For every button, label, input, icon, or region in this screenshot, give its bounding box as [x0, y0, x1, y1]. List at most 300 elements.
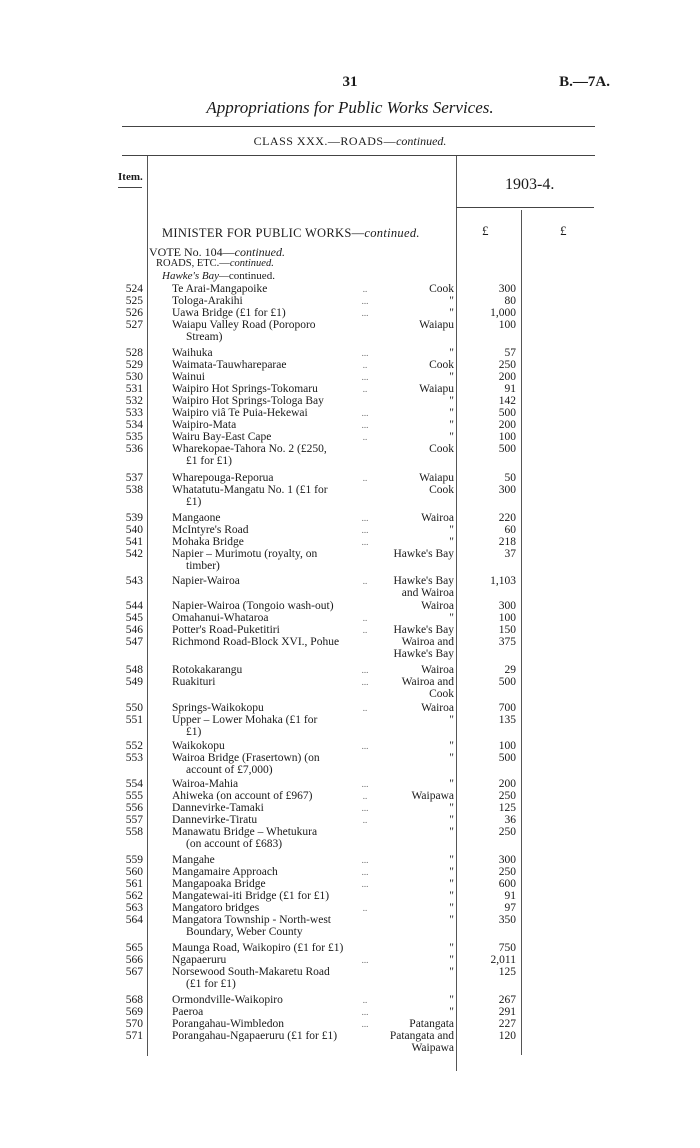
- item-number: 551: [125, 714, 143, 726]
- description-line: Ngapaeruru: [172, 954, 227, 966]
- item-district: [374, 396, 454, 408]
- district-line: ": [449, 814, 454, 826]
- description-line: Waipiro Hot Springs-Tokomaru: [172, 383, 318, 395]
- item-district: [374, 677, 454, 700]
- item-district: [374, 284, 454, 296]
- item-amount: 100: [498, 431, 516, 443]
- item-amount: 97: [504, 902, 516, 914]
- description-line: Norsewood South-Makaretu Road: [172, 966, 330, 978]
- item-number: 562: [125, 890, 143, 902]
- item-number: 559: [125, 854, 143, 866]
- item-district: [374, 432, 454, 444]
- item-district: [374, 1019, 454, 1031]
- leader-dots: ...: [361, 779, 369, 789]
- district-line: ": [449, 612, 454, 624]
- item-description: [172, 779, 368, 791]
- item-amount: 150: [498, 624, 516, 636]
- item-number: 566: [125, 954, 143, 966]
- leader-dots: ..: [362, 613, 368, 623]
- district-line: Cook: [429, 687, 454, 700]
- item-amount: 300: [498, 600, 516, 612]
- item-amount: 250: [498, 359, 516, 371]
- district-line: ": [449, 890, 454, 902]
- item-number: 545: [125, 612, 143, 624]
- district-line: Cook: [429, 443, 454, 455]
- description-line: Wainui: [172, 371, 205, 383]
- item-district: [374, 891, 454, 903]
- item-number: 564: [125, 914, 143, 926]
- item-number: 535: [125, 431, 143, 443]
- item-amount: 1,103: [490, 575, 516, 587]
- item-district: [374, 384, 454, 396]
- item-district: [374, 867, 454, 879]
- item-amount: 2,011: [490, 954, 516, 966]
- description-line: Rotokakarangu: [172, 664, 243, 676]
- item-number: 534: [125, 419, 143, 431]
- item-amount: 57: [504, 347, 516, 359]
- district-line: Waiapu: [419, 319, 454, 331]
- district-line: ": [449, 307, 454, 319]
- description-line: Napier-Wairoa: [172, 575, 240, 587]
- item-number: 540: [125, 524, 143, 536]
- district-line: ": [449, 536, 454, 548]
- district-line: ": [449, 902, 454, 914]
- description-line: Mangatoro bridges: [172, 902, 260, 914]
- description-line: Whatatutu-Mangatu No. 1 (£1 for: [172, 484, 328, 496]
- district-line: Waipawa: [411, 1041, 454, 1054]
- district-column-rule: [456, 156, 457, 1071]
- item-district: [374, 779, 454, 791]
- district-line: Hawke's Bay: [393, 548, 454, 560]
- item-district: [374, 715, 454, 727]
- item-amount: 250: [498, 790, 516, 802]
- description-line: Napier – Murimotu (royalty, on: [172, 548, 318, 560]
- amount-column-rule: [521, 210, 522, 1055]
- class-rule: [122, 155, 595, 156]
- item-number: 555: [125, 790, 143, 802]
- district-line: ": [449, 714, 454, 726]
- item-number: 525: [125, 295, 143, 307]
- item-district: [374, 827, 454, 839]
- description-line: Mangapoaka Bridge: [172, 878, 266, 890]
- leader-dots: ..: [362, 625, 368, 635]
- item-amount: 125: [498, 966, 516, 978]
- item-district: [374, 943, 454, 955]
- item-number: 546: [125, 624, 143, 636]
- description-line: Boundary, Weber County: [186, 925, 303, 938]
- leader-dots: ..: [362, 903, 368, 913]
- item-description: [172, 1031, 368, 1043]
- item-description: [172, 308, 368, 320]
- description-line: Mangaone: [172, 512, 221, 524]
- top-rule: [122, 126, 595, 127]
- item-number: 544: [125, 600, 143, 612]
- item-district: [374, 308, 454, 320]
- district-line: ": [449, 1006, 454, 1018]
- item-description: [172, 420, 368, 432]
- item-amount: 218: [498, 536, 516, 548]
- item-number: 570: [125, 1018, 143, 1030]
- page-title: Appropriations for Public Works Services.: [206, 98, 494, 117]
- item-description: [172, 703, 368, 715]
- district-line: Patangata and: [389, 1030, 454, 1042]
- item-district: [374, 1031, 454, 1054]
- leader-dots: ...: [361, 665, 369, 675]
- pound-sign: £: [482, 223, 489, 238]
- item-amount: 227: [498, 1018, 516, 1030]
- district-line: Hawke's Bay: [393, 624, 454, 636]
- description-line: Paeroa: [172, 1006, 204, 1018]
- leader-dots: ...: [361, 348, 369, 358]
- district-line: ": [449, 966, 454, 978]
- item-number: 542: [125, 548, 143, 560]
- item-district: [374, 967, 454, 979]
- item-description: [172, 408, 368, 420]
- item-number: 528: [125, 347, 143, 359]
- description-line: Waipiro-Mata: [172, 419, 237, 431]
- item-amount: 80: [504, 295, 516, 307]
- item-column-rule: [147, 156, 148, 1056]
- description-line: Waipiro Hot Springs-Tologa Bay: [172, 395, 324, 407]
- item-number: 567: [125, 966, 143, 978]
- description-line: Springs-Waikokopu: [172, 702, 264, 714]
- item-amount: 91: [504, 383, 516, 395]
- item-number: 554: [125, 778, 143, 790]
- item-amount: 250: [498, 866, 516, 878]
- item-description: [172, 1019, 368, 1031]
- district-line: Hawke's Bay: [393, 647, 454, 660]
- district-line: ": [449, 752, 454, 764]
- item-description: [172, 903, 368, 915]
- item-amount: 300: [498, 484, 516, 496]
- district-line: ": [449, 854, 454, 866]
- leader-dots: ...: [361, 513, 369, 523]
- description-line: £1): [186, 495, 202, 508]
- item-description: [172, 753, 368, 776]
- leader-dots: ...: [361, 741, 369, 751]
- item-district: [374, 791, 454, 803]
- description-line: Wairu Bay-East Cape: [172, 431, 272, 443]
- item-district: [374, 296, 454, 308]
- item-amount: 200: [498, 371, 516, 383]
- item-amount: 500: [498, 752, 516, 764]
- district-line: ": [449, 395, 454, 407]
- item-description: [172, 741, 368, 753]
- item-district: [374, 513, 454, 525]
- description-line: Waipiro viâ Te Puia-Hekewai: [172, 407, 308, 419]
- item-description: [172, 677, 368, 689]
- item-district: [374, 372, 454, 384]
- item-number: 529: [125, 359, 143, 371]
- item-number: 560: [125, 866, 143, 878]
- item-district: [374, 1007, 454, 1019]
- item-district: [374, 420, 454, 432]
- description-line: Porangahau-Ngapaeruru (£1 for £1): [172, 1030, 338, 1042]
- item-column-header: Item.: [118, 171, 143, 183]
- item-description: [172, 525, 368, 537]
- description-line: Potter's Road-Puketitiri: [172, 624, 280, 636]
- item-district: [374, 955, 454, 967]
- district-line: Waiapu: [419, 472, 454, 484]
- item-number: 536: [125, 443, 143, 455]
- item-number: 537: [125, 472, 143, 484]
- district-line: Patangata: [409, 1018, 454, 1030]
- item-number: 530: [125, 371, 143, 383]
- item-amount: 29: [504, 664, 516, 676]
- description-line: Napier-Wairoa (Tongoio wash-out): [172, 600, 334, 612]
- item-amount: 37: [504, 548, 516, 560]
- description-line: £1 for £1): [186, 454, 232, 467]
- leader-dots: ..: [362, 576, 368, 586]
- leader-dots: ...: [361, 677, 369, 687]
- description-line: Omahanui-Whataroa: [172, 612, 269, 624]
- item-description: [172, 296, 368, 308]
- item-number: 569: [125, 1006, 143, 1018]
- district-line: Wairoa: [421, 600, 454, 612]
- document-reference: B.—7A.: [559, 74, 610, 90]
- item-amount: 50: [504, 472, 516, 484]
- item-district: [374, 576, 454, 599]
- item-number: 532: [125, 395, 143, 407]
- item-amount: 700: [498, 702, 516, 714]
- item-number: 526: [125, 307, 143, 319]
- roads-heading: ROADS, ETC.—continued.: [156, 258, 274, 269]
- district-line: ": [449, 419, 454, 431]
- description-line: Ruakituri: [172, 676, 216, 688]
- item-number: 538: [125, 484, 143, 496]
- item-number: 550: [125, 702, 143, 714]
- item-amount: 100: [498, 319, 516, 331]
- item-amount: 375: [498, 636, 516, 648]
- leader-dots: ..: [362, 791, 368, 801]
- item-description: [172, 601, 368, 613]
- class-heading: CLASS XXX.—ROADS—continued.: [253, 134, 447, 148]
- item-description: [172, 943, 368, 955]
- item-description: [172, 891, 368, 903]
- item-amount: 200: [498, 778, 516, 790]
- description-line: Manawatu Bridge – Whetukura: [172, 826, 318, 838]
- description-line: Mangatewai-iti Bridge (£1 for £1): [172, 890, 330, 902]
- leader-dots: ...: [361, 308, 369, 318]
- description-line: McIntyre's Road: [172, 524, 249, 536]
- district-line: Cook: [429, 484, 454, 496]
- item-amount: 300: [498, 283, 516, 295]
- district-line: ": [449, 740, 454, 752]
- item-amount: 291: [498, 1006, 516, 1018]
- district-line: Wairoa and: [401, 636, 454, 648]
- item-district: [374, 473, 454, 485]
- pound-sign: £: [560, 223, 567, 238]
- item-amount: 142: [498, 395, 516, 407]
- item-district: [374, 703, 454, 715]
- district-line: ": [449, 431, 454, 443]
- item-description: [172, 791, 368, 803]
- district-line: Waiapu: [419, 383, 454, 395]
- item-number: 556: [125, 802, 143, 814]
- description-line: Ahiweka (on account of £967): [172, 790, 313, 802]
- description-line: Waikokopu: [172, 740, 225, 752]
- district-line: Wairoa and: [401, 676, 454, 688]
- description-line: Tologa-Arakihi: [172, 295, 243, 307]
- item-amount: 100: [498, 612, 516, 624]
- item-amount: 300: [498, 854, 516, 866]
- item-district: [374, 903, 454, 915]
- item-description: [172, 549, 368, 572]
- leader-dots: ...: [361, 372, 369, 382]
- district-line: ": [449, 866, 454, 878]
- district-line: ": [449, 371, 454, 383]
- item-description: [172, 384, 368, 396]
- item-description: [172, 637, 368, 649]
- item-district: [374, 348, 454, 360]
- district-line: Wairoa: [421, 664, 454, 676]
- item-description: [172, 855, 368, 867]
- leader-dots: ..: [362, 432, 368, 442]
- item-district: [374, 815, 454, 827]
- item-number: 561: [125, 878, 143, 890]
- item-description: [172, 360, 368, 372]
- district-line: Hawke's Bay: [393, 575, 454, 587]
- item-description: [172, 827, 368, 850]
- description-line: Upper – Lower Mohaka (£1 for: [172, 714, 318, 726]
- item-number: 557: [125, 814, 143, 826]
- description-line: (on account of £683): [186, 837, 283, 850]
- item-description: [172, 396, 368, 408]
- district-line: ": [449, 778, 454, 790]
- item-number: 543: [125, 575, 143, 587]
- item-district: [374, 637, 454, 660]
- item-description: [172, 665, 368, 677]
- minister-heading: MINISTER FOR PUBLIC WORKS—continued.: [162, 226, 420, 240]
- item-district: [374, 408, 454, 420]
- description-line: Mangamaire Approach: [172, 866, 278, 878]
- item-district: [374, 525, 454, 537]
- leader-dots: ...: [361, 879, 369, 889]
- description-line: Uawa Bridge (£1 for £1): [172, 307, 286, 319]
- district-line: ": [449, 347, 454, 359]
- description-line: Te Arai-Mangapoike: [172, 283, 268, 295]
- item-description: [172, 995, 368, 1007]
- leader-dots: ...: [361, 408, 369, 418]
- item-description: [172, 625, 368, 637]
- district-line: ": [449, 524, 454, 536]
- item-district: [374, 915, 454, 927]
- description-line: Stream): [186, 330, 223, 343]
- description-line: Richmond Road-Block XVI., Pohue: [172, 636, 340, 648]
- item-header-rule: [118, 187, 142, 188]
- item-district: [374, 549, 454, 561]
- item-description: [172, 815, 368, 827]
- district-line: Waipawa: [411, 790, 454, 802]
- item-description: [172, 284, 368, 296]
- district-line: ": [449, 878, 454, 890]
- item-description: [172, 915, 368, 938]
- item-description: [172, 485, 368, 508]
- leader-dots: ...: [361, 803, 369, 813]
- item-amount: 350: [498, 914, 516, 926]
- description-line: £1): [186, 725, 202, 738]
- item-district: [374, 803, 454, 815]
- page-number: 31: [342, 74, 358, 90]
- item-number: 571: [125, 1030, 143, 1042]
- leader-dots: ..: [362, 284, 368, 294]
- item-district: [374, 320, 454, 332]
- leader-dots: ...: [361, 1019, 369, 1029]
- item-description: [172, 955, 368, 967]
- item-amount: 500: [498, 676, 516, 688]
- item-district: [374, 601, 454, 613]
- leader-dots: ...: [361, 420, 369, 430]
- item-amount: 500: [498, 443, 516, 455]
- item-amount: 750: [498, 942, 516, 954]
- item-number: 549: [125, 676, 143, 688]
- item-amount: 60: [504, 524, 516, 536]
- district-line: ": [449, 407, 454, 419]
- item-number: 563: [125, 902, 143, 914]
- item-amount: 500: [498, 407, 516, 419]
- district-line: ": [449, 942, 454, 954]
- item-district: [374, 753, 454, 765]
- description-line: Dannevirke-Tamaki: [172, 802, 264, 814]
- district-line: Wairoa: [421, 702, 454, 714]
- item-description: [172, 803, 368, 815]
- item-district: [374, 360, 454, 372]
- item-description: [172, 613, 368, 625]
- item-district: [374, 613, 454, 625]
- item-description: [172, 372, 368, 384]
- item-description: [172, 576, 368, 588]
- leader-dots: ..: [362, 360, 368, 370]
- leader-dots: ...: [361, 855, 369, 865]
- item-number: 552: [125, 740, 143, 752]
- district-line: ": [449, 826, 454, 838]
- item-amount: 135: [498, 714, 516, 726]
- item-amount: 267: [498, 994, 516, 1006]
- header-rule: [456, 207, 594, 208]
- item-district: [374, 537, 454, 549]
- item-number: 553: [125, 752, 143, 764]
- description-line: Waiapu Valley Road (Poroporo: [172, 319, 316, 331]
- description-line: Waimata-Tauwhareparae: [172, 359, 287, 371]
- description-line: Mangatora Township - North-west: [172, 914, 331, 926]
- leader-dots: ...: [361, 296, 369, 306]
- item-amount: 36: [504, 814, 516, 826]
- description-line: Dannevirke-Tiratu: [172, 814, 258, 826]
- district-line: ": [449, 295, 454, 307]
- item-district: [374, 855, 454, 867]
- item-amount: 120: [498, 1030, 516, 1042]
- item-description: [172, 715, 368, 738]
- district-line: ": [449, 954, 454, 966]
- vote-heading: VOTE No. 104—continued.: [149, 245, 285, 259]
- item-amount: 250: [498, 826, 516, 838]
- description-line: timber): [186, 559, 220, 572]
- description-line: Mohaka Bridge: [172, 536, 244, 548]
- item-number: 565: [125, 942, 143, 954]
- district-line: Cook: [429, 283, 454, 295]
- item-number: 524: [125, 283, 143, 295]
- item-description: [172, 320, 368, 343]
- item-number: 533: [125, 407, 143, 419]
- leader-dots: ...: [361, 537, 369, 547]
- leader-dots: ...: [361, 867, 369, 877]
- item-district: [374, 879, 454, 891]
- leader-dots: ...: [361, 525, 369, 535]
- item-number: 568: [125, 994, 143, 1006]
- district-heading: Hawke's Bay—continued.: [162, 270, 275, 282]
- item-number: 547: [125, 636, 143, 648]
- item-number: 558: [125, 826, 143, 838]
